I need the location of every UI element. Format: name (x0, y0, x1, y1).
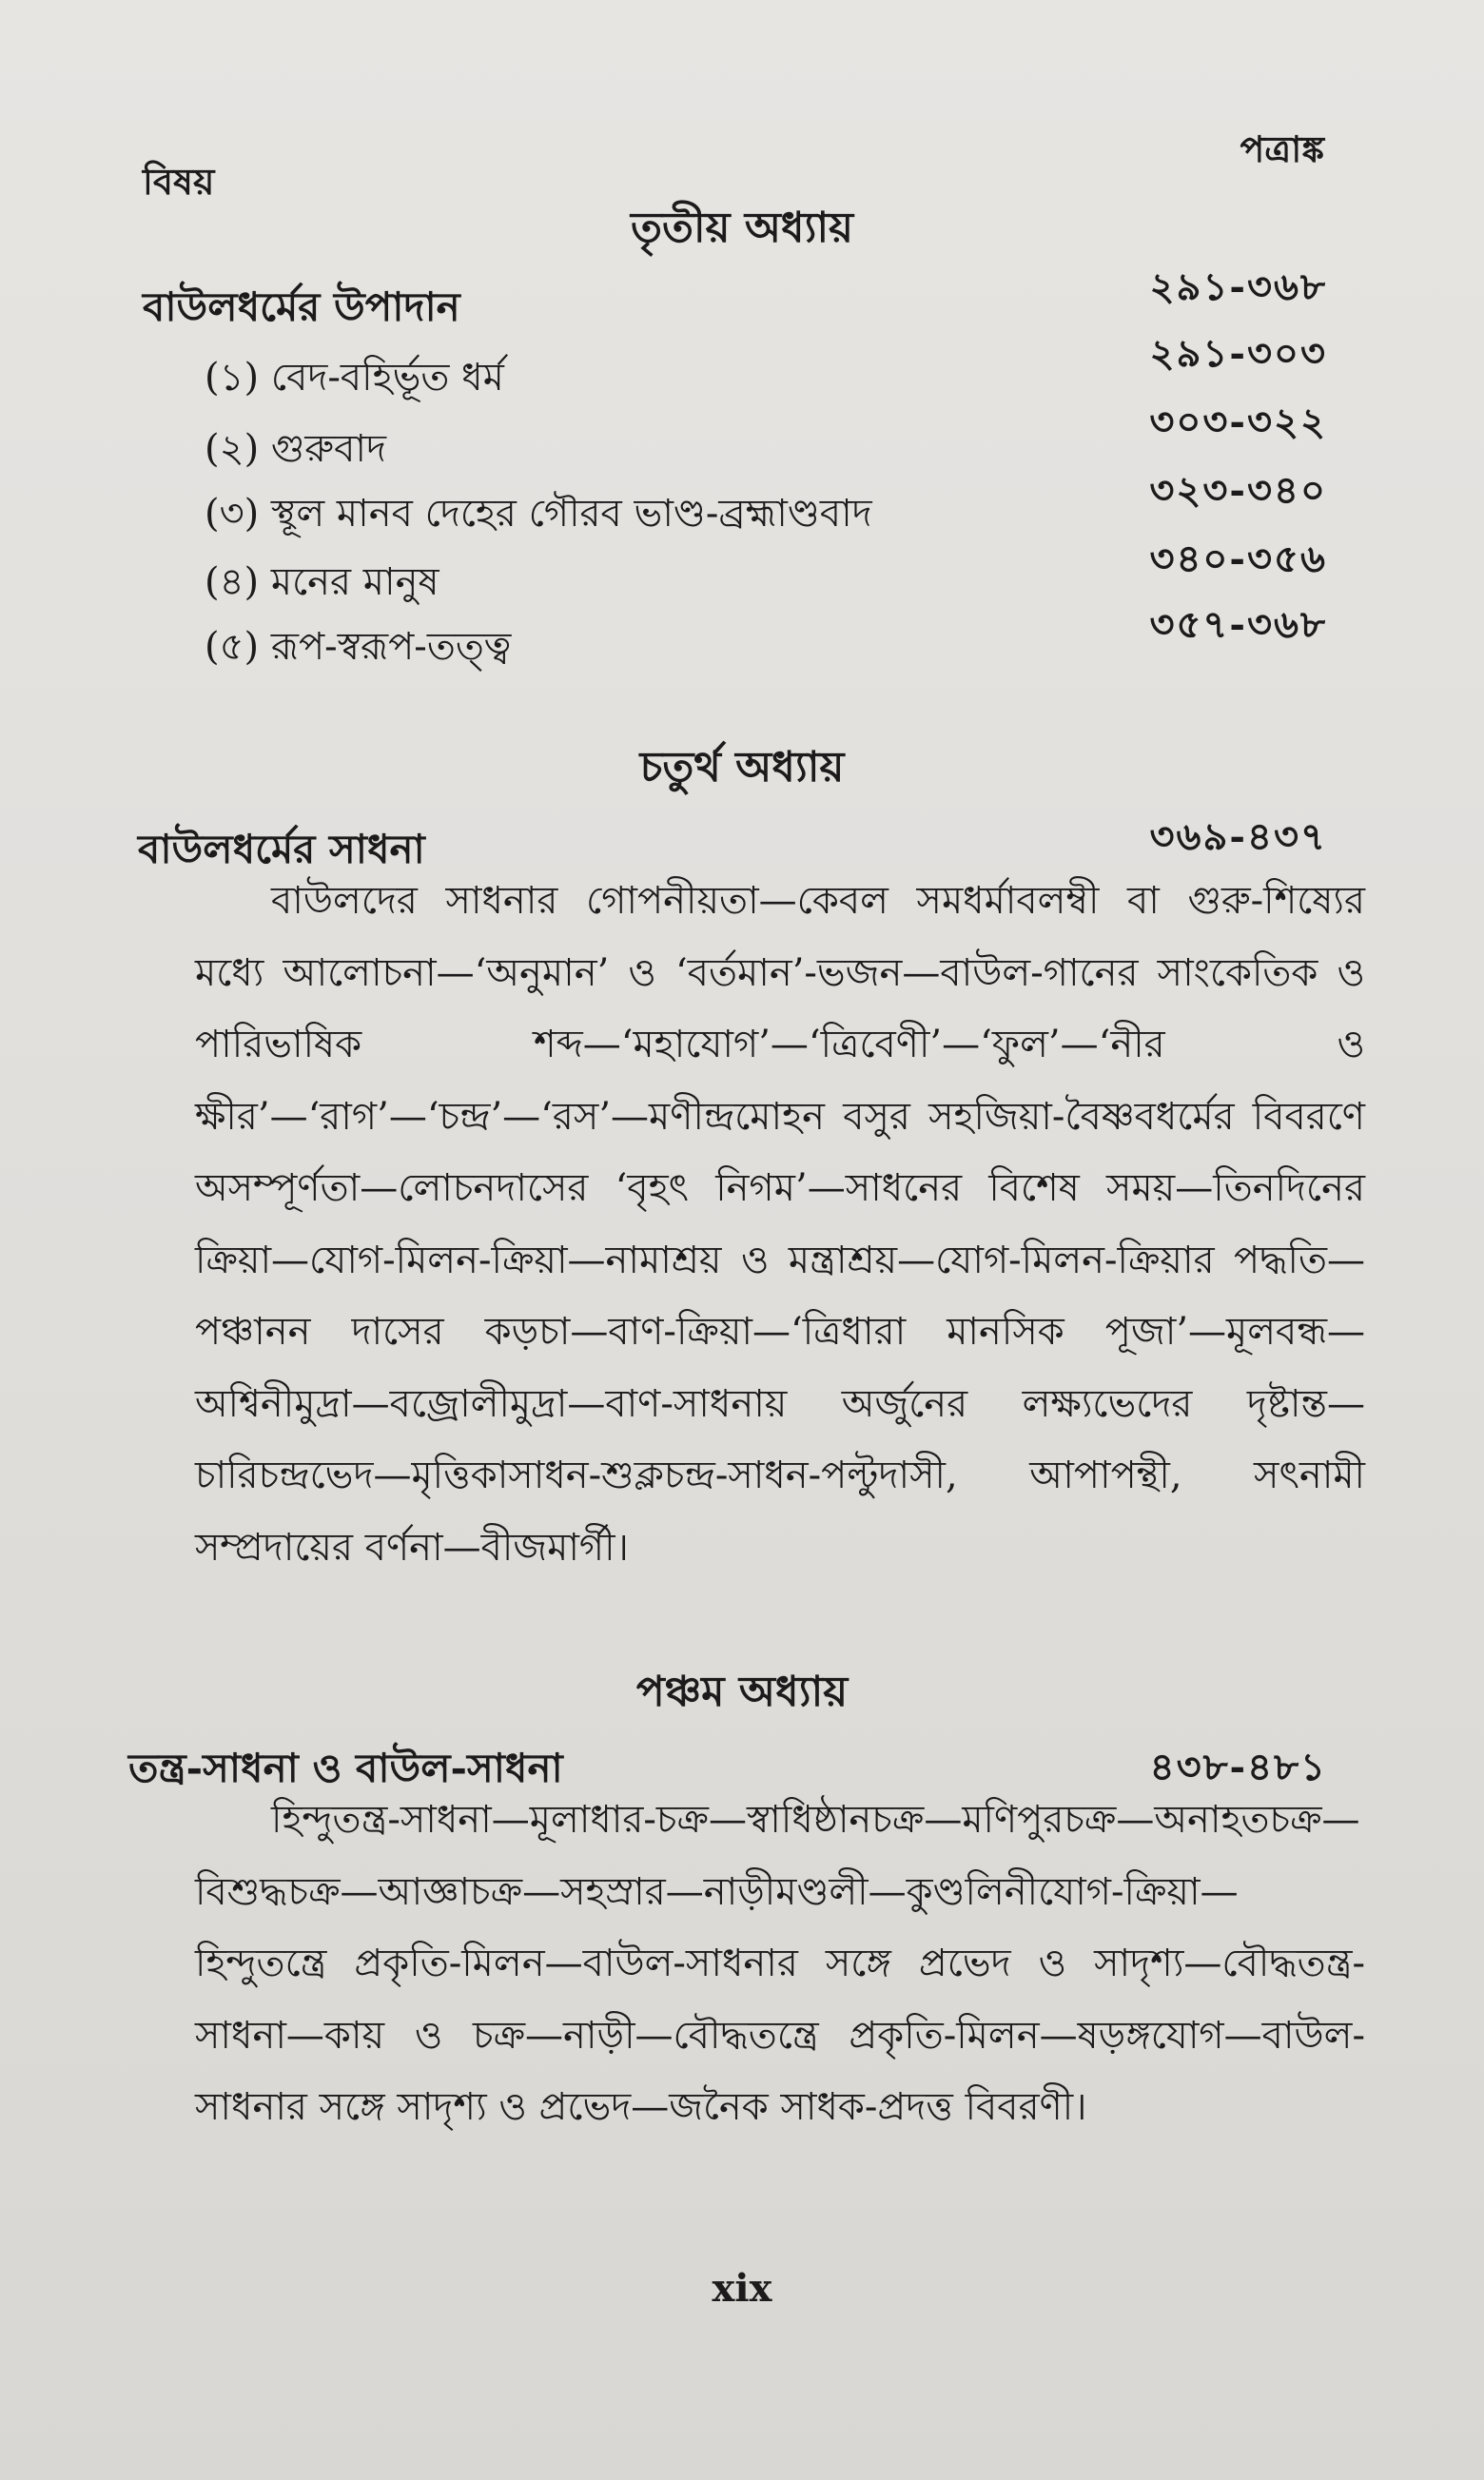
page-number: xix (712, 2266, 772, 2311)
chapter-3-item-1-pages: ২৯১-৩০৩ (1149, 331, 1327, 376)
chapter-5-title: পঞ্চম অধ্যায় (635, 1668, 849, 1716)
chapter-4-section-title: বাউলধর্মের সাধনা (138, 826, 425, 872)
header-subject-label: বিষয় (143, 160, 215, 203)
chapter-4-title: চতুর্থ অধ্যায় (639, 743, 845, 791)
chapter-3-item-2-pages: ৩০৩-৩২২ (1149, 400, 1327, 444)
chapter-3-item-4-label: (৪) মনের মানুষ (205, 560, 439, 604)
chapter-5-section-pages: ৪৩৮-৪৮১ (1149, 1745, 1327, 1789)
chapter-3-title: তৃতীয় অধ্যায় (630, 204, 854, 252)
chapter-3-item-3-label: (৩) স্থূল মানব দেহের গৌরব ভাণ্ড-ব্রহ্মাণ্ডবাদ (205, 492, 872, 536)
header-page-label: পত্রাঙ্ক (1240, 127, 1324, 170)
chapter-3-item-3-pages: ৩২৩-৩৪০ (1149, 468, 1327, 513)
chapter-3-item-1-label: (১) বেদ-বহির্ভূত ধর্ম (205, 356, 504, 400)
chapter-3-section-title: বাউলধর্মের উপাদান (143, 283, 460, 330)
chapter-4-section-pages: ৩৬৯-৪৩৭ (1149, 814, 1327, 859)
chapter-3-item-5-pages: ৩৫৭-৩৬৮ (1149, 602, 1327, 647)
chapter-3-section-pages: ২৯১-৩৬৮ (1149, 264, 1327, 309)
chapter-3-item-2-label: (২) গুরুবাদ (205, 427, 386, 471)
chapter-5-description: হিন্দুতন্ত্র-সাধনা—মূলাধার-চক্র—স্বাধিষ্ঠানচক্র—মণিপুরচক্র—অনাহতচক্র—বিশুদ্ধচক্র—আজ্ঞাচক্র—সহস্রার—নাড়ীমণ্ডলী—কুণ্ডলিনীযোগ-ক্রিয়া—হিন্দুতন্ত্রে প্রকৃতি-মিলন—বাউল-সাধনার সঙ্গে প্রভেদ ও সাদৃশ্য—বৌদ্ধতন্ত্র-সাধনা—কায় ও চক্র—নাড়ী—বৌদ্ধতন্ত্রে প্রকৃতি-মিলন—ষড়ঙ্গযোগ—বাউল-সাধনার সঙ্গে সাদৃশ্য ও প্রভেদ—জনৈক সাধক-প্রদত্ত বিবরণী। (195, 1798, 1365, 2129)
chapter-5-section-title: তন্ত্র-সাধনা ও বাউল-সাধনা (128, 1745, 563, 1791)
chapter-3-item-4-pages: ৩৪০-৩৫৬ (1149, 537, 1327, 581)
chapter-3-item-5-label: (৫) রূপ-স্বরূপ-তত্ত্ব (205, 625, 512, 669)
chapter-4-description: বাউলদের সাধনার গোপনীয়তা—কেবল সমধর্মাবলম্বী বা গুরু-শিষ্যের মধ্যে আলোচনা—‘অনুমান’ ও ‘বর্তমান’-ভজন—বাউল-গানের সাংকেতিক ও পারিভাষিক শব্দ—‘মহাযোগ’—‘ত্রিবেণী’—‘ফুল’—‘নীর ও ক্ষীর’—‘রাগ’—‘চন্দ্র’—‘রস’—মণীন্দ্রমোহন বসুর সহজিয়া-বৈষ্ণবধর্মের বিবরণে অসম্পূর্ণতা—লোচনদাসের ‘বৃহৎ নিগম’—সাধনের বিশেষ সময়—তিনদিনের ক্রিয়া—যোগ-মিলন-ক্রিয়া—নামাশ্রয় ও মন্ত্রাশ্রয়—যোগ-মিলন-ক্রিয়ার পদ্ধতি—পঞ্চানন দাসের কড়চা—বাণ-ক্রিয়া—‘ত্রিধারা মানসিক পূজা’—মূলবন্ধ—অশ্বিনীমুদ্রা—বজ্রোলীমুদ্রা—বাণ-সাধনায় অর্জুনের লক্ষ্যভেদের দৃষ্টান্ত—চারিচন্দ্রভেদ—মৃত্তিকাসাধন-শুক্লচন্দ্র-সাধন-পল্টুদাসী, আপাপন্থী, সৎনামী সম্প্রদায়ের বর্ণনা—বীজমার্গী। (195, 879, 1365, 1570)
